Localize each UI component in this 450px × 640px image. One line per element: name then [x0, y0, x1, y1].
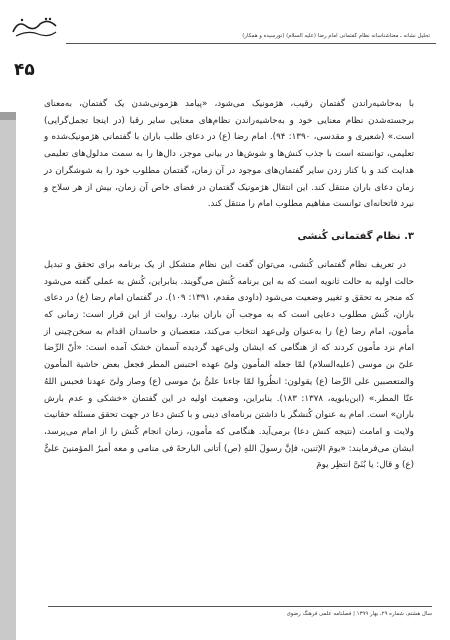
body-paragraph: با به‌حاشیه‌راندن گفتمان رقیب، هژمونیک می‌شود، «پیامد هژمونی‌شدن یک گفتمان، به‌معنای برجسته‌شدن نظام معنایی خود و به‌حاشیه‌راندن نظام‌های معنایی سایر رقبا (در اینجا تجمل‌گرایی) است.» (شعیری و مقدسی، ۱۳۹۰: ۹۴). امام رضا (ع) در دعای طلب باران با گفتمانی هژمونیک‌شده و تعلیمی، توانسته است با جذب کنش‌ها و شوش‌ها در بیانی موجز، دال‌ها را به سمت مدلول‌های تعلیمی هدایت کند و با کنار زدن سایر گفتمان‌های موجود در آن زمان، گفتمان مطلوب خود را به شوشگران در زمان دعای باران منتقل کند. این انتقال هژمونیک گفتمان در فضای خاص آن زمان، بیش از هر سلاح و نیرد فاتحانه‌ای توانست مفاهیم مطلوب امام را منتقل کند. — [44, 99, 414, 210]
footer-rule — [48, 606, 432, 607]
page-header — [0, 0, 450, 62]
page-footer: سال هشتم، شماره ۲۹، بهار ۱۳۹۹ | فصلنامه علمی فرهنگ رضوی — [286, 611, 432, 617]
running-head: تحلیل نشانه ـ معناشناسانه نظام گفتمانی امام رضا (علیه السلام) (نورسیده و همکار) — [242, 33, 430, 39]
journal-logo — [10, 14, 60, 40]
side-decorative-band — [0, 112, 16, 640]
section-heading: ۳. نظام گفتمانی کُنشی — [297, 230, 414, 242]
section-paragraph: در تعریف نظام گفتمانی کُنشی، می‌توان گفت این نظام متشکل از یک برنامه برای تحقق و تبدیل حالت اولیه به حالت ثانویه است که به این برنامه کُنش می‌گویند. بنابراین، کُنش به عملی گفته می‌شود که منجر به تحقق و تغییر وضعیت می‌شود (داودی مقدم، ۱۳۹۱: ۱۰۹). در گفتمان امام رضا (ع) در دعای باران، کُنش مطلوب دعایی است که به موجب آن باران ببارد. روایت از این قرار است: زمانی که مأمون، امام رضا (ع) را به‌عنوان ولی‌عهد انتخاب می‌کند، متعصبان و حاسدان اقدام به سخن‌چینی از امام نزد مأمون کردند که از هنگامی که ایشان ولی‌عهد گردیده آسمان خشک آمده است: «أنّ الرِّضا علیّ بن موسی (علیه‌السلام) لمّا جعله المأمون ولیّ عهده احتبس المطر فجعل بعض حاشیة المأمون والمتعصبین علی الرِّضا (ع) یقولون: انظُروا لمّا جاءنا علیُّ بنُ موسی (ع) وصار ولیّ عهدنا فحبس اللهُ عنّا المطر.» (ابن‌بابویه، ۱۳۷۸: ۱۸۳). بنابراین، وضعیت اولیه در این گفتمان «خشکی و عدم بارش باران» است. امام به عنوان کُنشگر با داشتن برنامه‌ای دینی و با کنش دعا در جهت تحقق مسئله حقانیت ولایت و امامت (نتیجه کنش دعا) برمی‌آید. هنگامی که مأمون، زمان انجام کُنش را از امام می‌پرسد، ایشان می‌فرمایند: «یومَ الإثنین، فإنَّ رسولَ اللهِ (ص) أتانی البارحةَ فی منامی و معه أمیرُ المؤمنینَ علیٌّ (ع) و قال: یا بُنَیَّ انتظِر یومَ — [44, 259, 414, 471]
header-rule — [66, 43, 436, 44]
page-number: ۴۵ — [14, 60, 35, 80]
main-text — [44, 96, 414, 486]
side-band-accent — [0, 112, 16, 120]
